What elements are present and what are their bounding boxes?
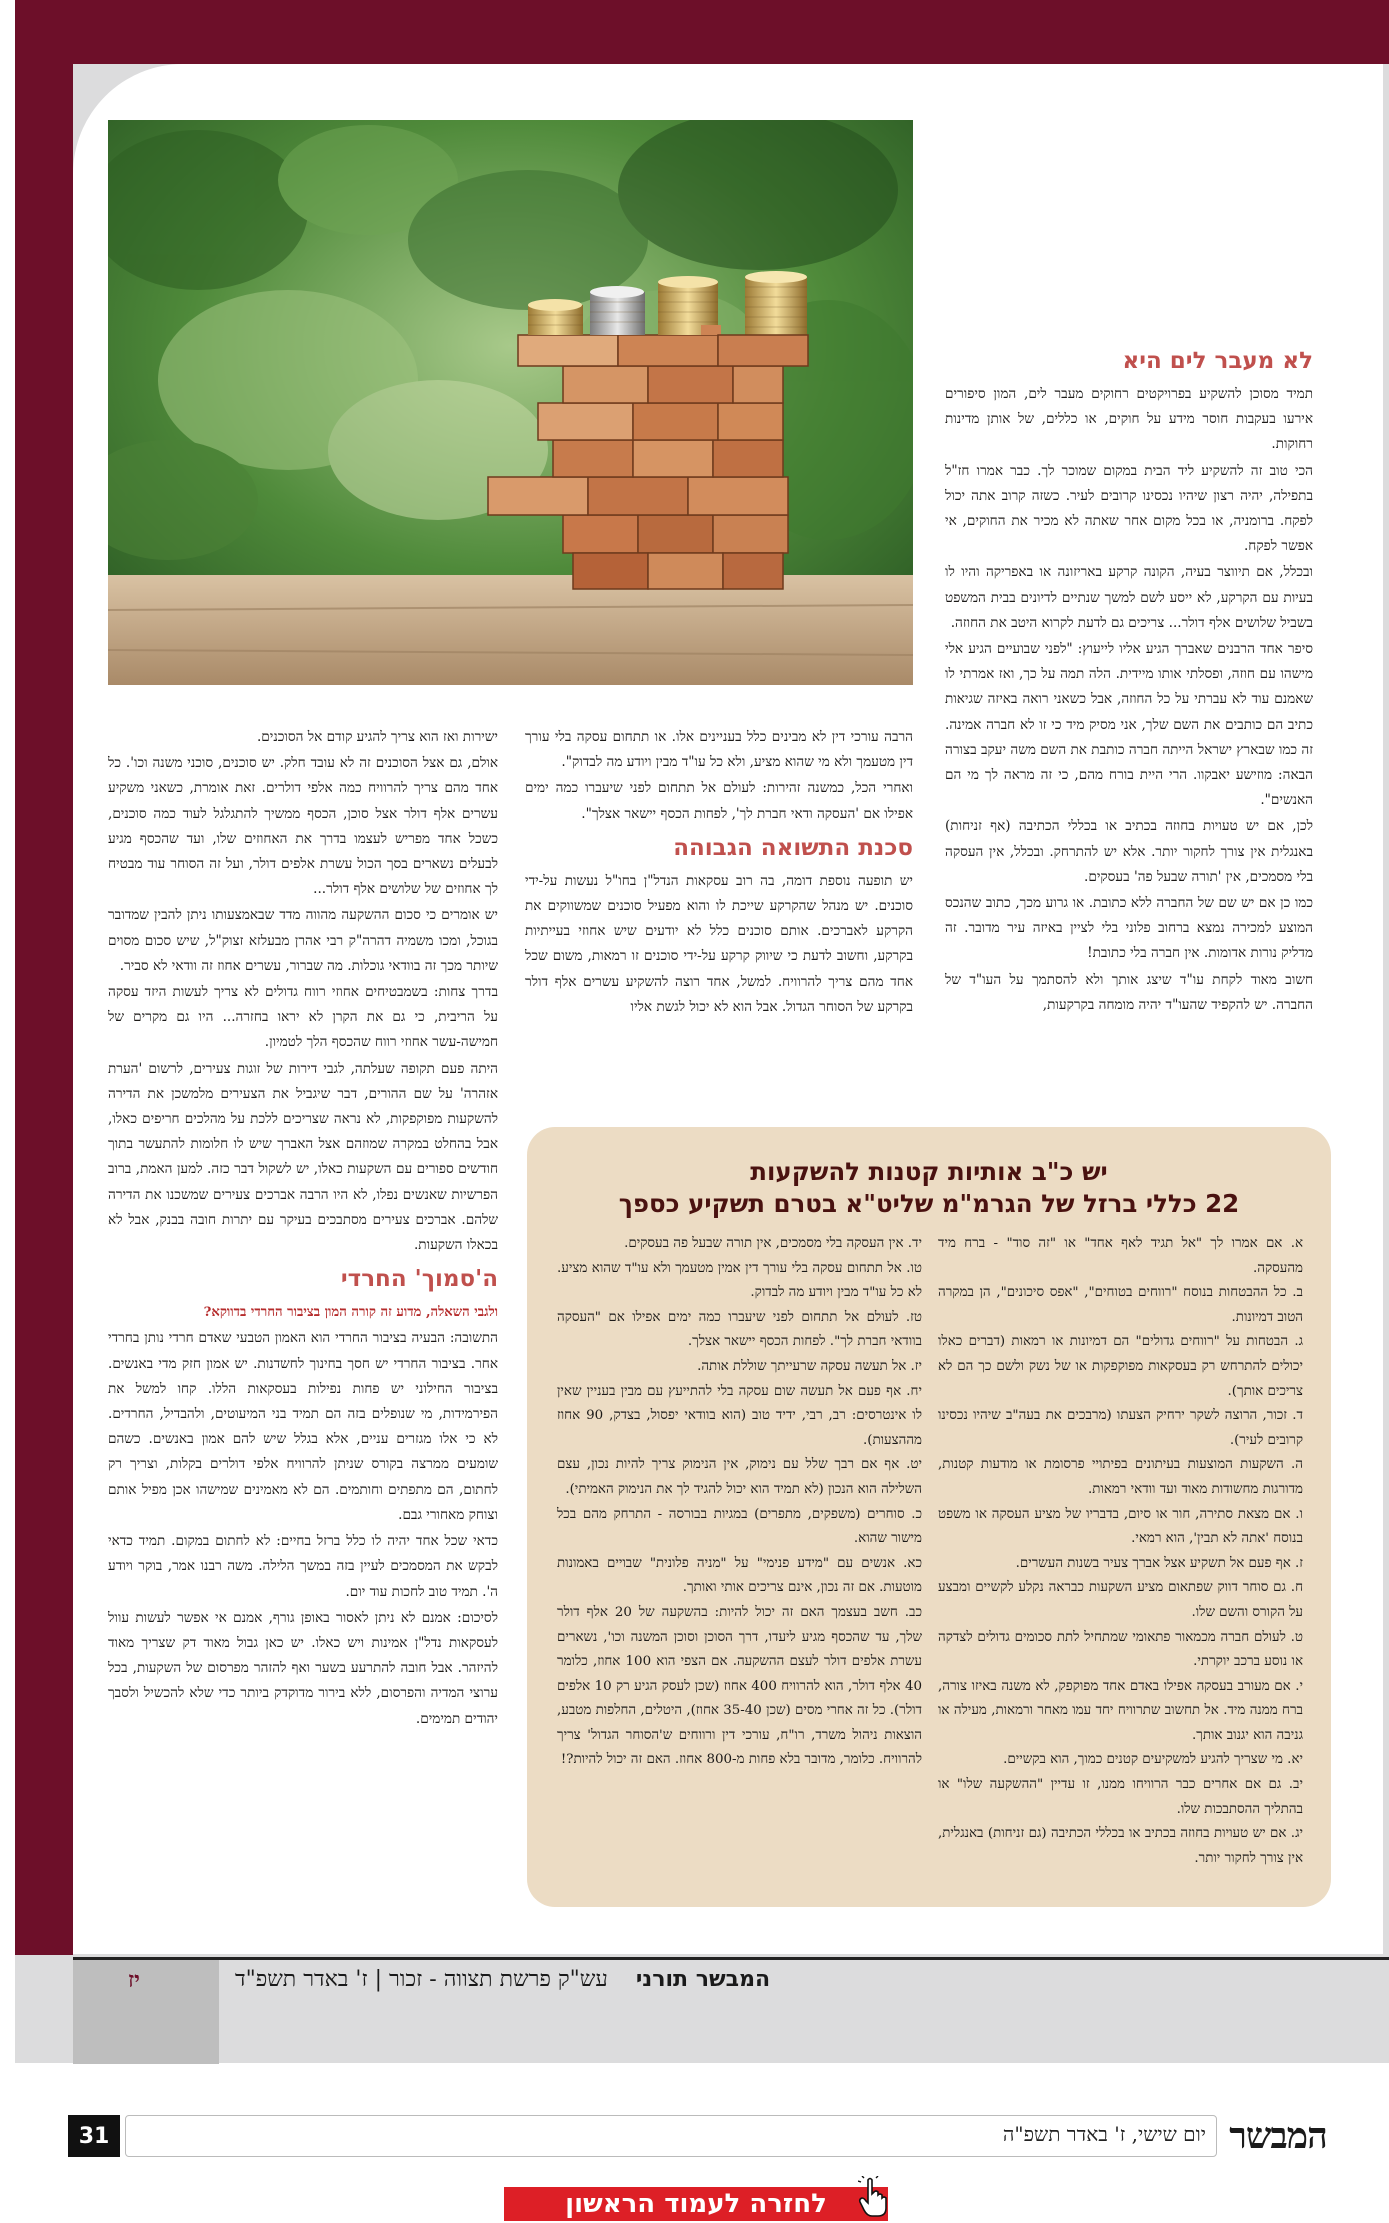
footer-rule: [73, 1957, 1389, 1960]
rule-item: טז. לעולם אל תתחום לפני שיעברו כמה ימים אפילו אם "העסקה בוודאי חברת לך". לפחות הכסף יישאר אצלך.: [557, 1309, 922, 1350]
rule-item: יב. גם אם אחרים כבר הרוויחו ממנו, זו עדיין "ההשקעה שלו" או בהתליך ההסתבכות שלו.: [938, 1777, 1303, 1817]
rule-item: יח. אף פעם אל תעשה שום עסקה בלי להתייעץ עם מבין בעניין שאין לו אינטרסים: רב, רבי, ידיד טוב (הוא בוודאי יפסול, בצדק, 90 אחוז מההצעות).: [557, 1383, 922, 1448]
paragraph: ואחרי הכל, כמשנה זהירות: לעולם אל תתחום לפני שיעברו כמה ימים אפילו אם 'העסקה ודאי חברת לך', לפחות הכסף יישאר אצלך".: [525, 780, 913, 822]
rule-item: ז. אף פעם אל תשקיע אצל אברך צעיר בשנות העשרים.: [1015, 1555, 1303, 1571]
rule-item: ב. כל ההבטחות בנוסח "רווחים בטוחים", "אפס סיכונים", הן במקרה הטוב דמיונות.: [938, 1285, 1303, 1325]
paragraph: סיפר אחד הרבנים שאברך הגיע אליו לייעוץ: "לפני שבועיים הגיע אלי מישהו עם חוזה, ופסלתי אותו מיידית. הלה תמה על כך, ואז אמרתי לו שאמנם עוד לא עברתי על כל החוזה, אבל כשאני רואה באיזה שגיאות כתיב הם כותבים את השם שלך, אני מסיק מיד כי זו לא חברה אמינה. זה כמו שבארץ ישראל הייתה חברה כותבת את השם משה יעקב בצורה הבאה: מוזישע יאבקוו. הרי היית בורח מהם, כי זה מראה לך מי הם האנשים".: [945, 641, 1313, 809]
rule-item: ח. גם סוחר דווק שפתאום מציע השקעות כבראה נקלע לקשיים ומבצע על הקורס והשם שלו.: [938, 1580, 1303, 1620]
section-title-haredi: ה'סמוך' החרדי: [340, 1266, 498, 1293]
rule-item: א. אם אמרו לך "אל תגיד לאף אחד" או "זה סוד" - ברח מיד מהעסקה.: [938, 1236, 1303, 1276]
rule-item: ט. לעולם חברה מכמאור פתאומי שמתחיל לתת סכומים גדולים לצדקה או נוסע ברכב יוקרתי.: [938, 1629, 1303, 1670]
paragraph: תמיד מסוכן להשקיע בפרויקטים רחוקים מעבר לים, המון סיפורים אירעו בעקבות חוסר מידע על חוקים, או כללים, של אותן מדינות רחוקות.: [945, 386, 1313, 453]
rule-item: ה. השקעות המוצעות בעיתונים בפיתויי פרסומת או מודעות קטנות, מדורגות מחשודות מאוד ועד וודאי רמאות.: [938, 1457, 1303, 1497]
rule-item: כב. חשב בעצמך האם זה יכול להיות: בהשקעה של 20 אלף דולר שלך, עד שהכסף מגיע ליעדו, דרך הסוכן וסוכן המשנה וכו', נשארים עשרת אלפים דולר לעצם ההשקעה. אם הצפי הוא 100 אחוז, כלומר 40 אלף דולר, הוא להרוויח 400 אחוז (שכן לעסק הגיע רק 10 אלפים דולר). כל זה אחרי מסים (שכן 35-40 אחוז), היטלים, החלפות מטבע, הוצאות ניהול משרד, רו"ח, עורכי דין ורווחים ש'הסוחר הגדול' צריך להרוויח. כלומר, מדובר בלא פחות מ-800 אחוז. האם זה יכול להיות?!: [557, 1604, 922, 1768]
paragraph: היתה פעם תקופה שעלתה, לגבי דירות של זוגות צעירים, לרשום 'הערת אזהרה' על שם ההורים, דבר שיגביל את הצעירים מלמשכן את הדירה להשקעות מפוקפקות, לא נראה שצריכים ללכת על מהלכים חריפים כאלו, אבל בהחלט במקרה שמוזהם אצל האברך שיש לו חלומות להתעשר בתוך חודשים ספורים עם השקעות כאלו, יש לשקול דבר כזה. למען האמת, ברוב הפרשיות שאנשים נפלו, לא היו הרבה אברכים צעירים שמשכנו את הדירה שלהם. אברכים צעירים מסתבכים בעיקר עם יתרות חובה בבנק, אבל לא בכאלו השקעות.: [108, 1060, 498, 1254]
rules-list-right: [938, 1232, 1303, 1892]
rule-item: ד. זכור, הרוצה לשקר ירחיק הצעתו (מרבכים את בעה"ב שיהיו נכסינו קרובים לעיר).: [938, 1408, 1303, 1448]
rule-item: טו. אל תתחום עסקה בלי עורך דין אמין מטעמך ולא עו"ד שהוא מציע. לא כל עו"ד מבין ויודע מה לבדוק.: [557, 1260, 922, 1301]
rule-item: י. אם מעורב בעסקה אפילו באדם אחד מפוקפק, לא משנה באיזו צורה, ברח ממנה מיד. אל תחשוב שתרוויח יחד עמו מאחר ורמאות, מעילה או גניבה הוא יגנוב אותך.: [938, 1678, 1303, 1743]
article-photo: [108, 120, 913, 685]
masthead-logo: המבשר: [1229, 2115, 1327, 2157]
rule-item: יג. אם יש טעויות בחוזה בכתיב או בכללי הכתיבה (גם זניחות) באנגלית, אין צורך לחקור יותר.: [938, 1826, 1303, 1866]
paragraph: ובכלל, אם תיווצר בעיה, הקונה קרקע באריזונה או באפריקה והיו לו בעיות עם הקרקע, לא ייסע לשם למשך שנתיים לדיונים בבית המשפט בשביל שלושים אלף דולר... צריכים גם לדעת לקרוא היטב את החוזה.: [945, 564, 1313, 631]
left-frame-bar: [15, 0, 73, 1955]
issue-line: עש"ק פרשת תצווה - זכור | ז' באדר תשפ"ד: [235, 1967, 608, 1992]
rule-item: כ. סוחרים (משפקים, מתפרים) במגיות בבורסה - התרחק מהם בכל מישור שהוא.: [557, 1506, 922, 1547]
right-column-section-1: [945, 340, 1313, 1110]
paragraph: חשוב מאוד לקחת עו"ד שיצג אותך ולא להסתמך על העו"ד של החברה. יש להקפיד שהעו"ד יהיה מומחה בקרקעות,: [945, 971, 1313, 1013]
magazine-name: המבשר תורני: [635, 1967, 771, 1992]
rules-box: [527, 1127, 1331, 1907]
paragraph: אולם, גם אצל הסוכנים זה לא עובד חלק. יש סוכנים, סוכני משנה וכו'. כל אחד מהם צריך להרוויח כמה אלפי דולרים. זאת אומרת, כשאני משקיע עשרים אלף דולר אצל סוכן, הכסף ממשיך להתגלגל לעוד כמה סוכנים, כשכל אחד מפריש לעצמו בדרך את האחוזים שלו, ועד שהכסף מגיע לבעלים נשארים בסך הכול עשרת אלפים דולר, ועל זה הסוחר עוד מבטיח לך אחוזים של שלושים אלף דולר...: [108, 755, 498, 898]
issue-date: יום שישי, ז' באדר תשפ"ה: [1002, 2122, 1206, 2146]
box-title: יש כ"ב אותיות קטנות להשקעות: [750, 1157, 1108, 1186]
box-subtitle: 22 כללי ברזל של הגרמ"מ שליט"א בטרם תשקיע כספך: [618, 1189, 1240, 1218]
section-subhead: ולגבי השאלה, מדוע זה קורה המון בציבור החרדי בדווקא?: [203, 1305, 498, 1321]
left-column-section: [108, 725, 498, 1920]
section-title-beyond-sea: לא מעבר לים היא: [1122, 348, 1313, 374]
paragraph: כמו כן אם יש שם של החברה ללא כתובת. או גרוע מכך, כתוב שהנכס המוצע למכירה נמצא ברחוב פלוני בלי לציין באיזה עיר מדובר. זה מדליק נורות אדומות. אין חברה בלי כתובת!: [945, 895, 1313, 962]
page-number: 31: [68, 2115, 120, 2157]
rule-item: יז. אל תעשה עסקה שרעייתך שוללת אותה.: [697, 1358, 922, 1374]
middle-column-section: [525, 725, 913, 1110]
paragraph: יש תופעה נוספת דומה, בה רוב עסקאות הנדל"ן בחו"ל נעשות על-ידי סוכנים. יש מנהל שהקרקע שייכת לו והוא מפעיל סוכנים שמשווקים את הקרקע לאברכים. אותם סוכנים כלל לא יודעים שיש אחוזי בעייתיות בקרקע, וחשוב לדעת כי שיווק קרקע על-ידי סוכנים זו רמאות, משום שכל אחד מהם צריך להרוויח. למשל, אחד רוצה להשקיע עשרים אלף דולר בקרקע של הסוחר הגדול. אבל הוא לא יכול לגשת אליו: [525, 872, 913, 1015]
paragraph: הרבה עורכי דין לא מבינים כלל בעניינים אלו. או תתחום עסקה בלי עורך דין מטעמך ולא מי שהוא מציע, ולא כל עו"ד מבין ויודע מה לבדוק".: [525, 729, 913, 771]
paragraph: יש אומרים כי סכום ההשקעה מהווה מדד שבאמצעותו ניתן להבין שמדובר בגוכל, ומכו משמיה דהרה"ק רבי אהרן מבעלזא זצוק"ל, שיש סכום מסוים שיותר מכך זה בוודאי גוכלות. מה שברור, עשרים אחוז זה וודאי לא סביר.: [108, 907, 498, 974]
top-frame-bar: [15, 0, 1389, 64]
rule-item: ו. אם מצאת סתירה, חור או סיום, בדבריו של מציע העסקה או משפט בנוסח 'אתה לא תבין', הוא רמאי.: [938, 1506, 1303, 1547]
paragraph: לסיכום: אמנם לא ניתן לאסור באופן גורף, אמנם אי אפשר לעשות עוול לעסקאות נדל"ן אמינות ויש כאלו. יש כאן גבול מאוד דק שצריך מאוד להיזהר. אבל חובה להתרעע בשער ואף להזהר מפרסום של השקעות, בכל ערוצי המדיה והפרסום, ללא בירור מדוקדק ביותר כדי שלא להכשיל ולסבך יהודים תמימים.: [108, 1609, 498, 1727]
paragraph: לכן, אם יש טעויות בחוזה בכתיב או בכללי הכתיבה (אף זניחות) באנגלית אין צורך לחקור יותר. אלא יש להתרחק. ובכלל, אין העסקה בלי מסמכים, אין 'תורה שבעל פה' בעסקים.: [945, 818, 1313, 885]
rule-item: כא. אנשים עם "מידע פנימי" על "מניה פלונית" שבויים באמונות מוטעות. אם זה נכון, אינם צריכים אותי ואותך.: [557, 1555, 922, 1596]
section-title-high-return: סכנת התשואה הגבוהה: [673, 834, 913, 861]
paragraph: ישירות ואז הוא צריך להגיע קודם אל הסוכנים.: [256, 729, 498, 745]
back-to-front-page-button[interactable]: לחזרה לעמוד הראשון: [504, 2187, 888, 2221]
rule-item: יא. מי שצריך להגיע למשקיעים קטנים כמוך, הוא בקשיים.: [1003, 1752, 1303, 1768]
running-footer: [235, 1966, 775, 1992]
rule-item: ג. הבטחות על "רווחים גדולים" הם דמיונות או רמאות (דברים כאלו יכולים להתרחש רק בעסקאות מפוקפקות או של נשק ולשם כך הם לא צריכים אותך).: [938, 1334, 1303, 1399]
folio-tab: [73, 1960, 219, 2064]
paragraph: התשובה: הבעיה בציבור החרדי הוא האמון הטבעי שאדם חרדי נותן בחרדי אחר. בציבור החרדי יש חסך בחינוך לחשדנות. יש אמון חזק מדי באנשים. בציבור החילוני יש פחות נפילות בעסקאות הללו. קחו למשל את הפירמידות, מי שנופלים בזה הם תמיד בני המיעוטים, ולהבדיל, החרדים. לא כי אלו מגזרים עניים, אלא בגלל שיש להם אמון באנשים. כשהם שומעים ממרצה בקורס שניתן להרוויח אלפי דולרים בקלות, וצריך רק לחתום, הם מתפתים וחותמים. הם לא מאמינים שמישהו אכן מפיל אותם וצוחק מאחורי גבם.: [108, 1330, 498, 1523]
paragraph: כדאי שכל אחד יהיה לו כלל ברזל בחיים: לא לחתום במקום. תמיד כדאי לבקש את המסמכים לעיין בזה במשך הלילה. משה רבנו אמר, בוקר ויודע ה'. תמיד טוב לחכות עוד יום.: [108, 1533, 498, 1600]
date-strip: [125, 2115, 1217, 2157]
paragraph: בדרך צחות: בשמבטיחים אחוזי רווח גדולים לא צריך לעשות היזד עסקה על הריבית, כי גם את הקרן לא יראו בחזרה... היו גם מקרים של חמישה-עשר אחוזי רווח שהכסף הלך לטמיון.: [108, 984, 498, 1051]
inner-page-number: יז: [128, 1967, 140, 1993]
paragraph: הכי טוב זה להשקיע ליד הבית במקום שמוכר לך. כבר אמרו חז"ל בתפילה, יהיה רצון שיהיו נכסינו קרובים לעיר. כשזה קרוב אתה יכול לפקח. ברומניה, או בכל מקום אחר שאתה לא מכיר את החוקים, אי אפשר לפקח.: [945, 462, 1313, 555]
rules-list-left: [557, 1232, 922, 1892]
rule-item: יט. אף אם רבך שלל עם נימוק, אין הנימוק צריך להיות נכון, עצם השלילה הוא הנכון (לא תמיד הוא יכול להגיד לך את הנימוק האמיתי).: [557, 1457, 922, 1497]
hand-cursor-icon: [858, 2176, 888, 2218]
rule-item: יד. אין העסקה בלי מסמכים, אין תורה שבעל פה בעסקים.: [624, 1236, 922, 1251]
